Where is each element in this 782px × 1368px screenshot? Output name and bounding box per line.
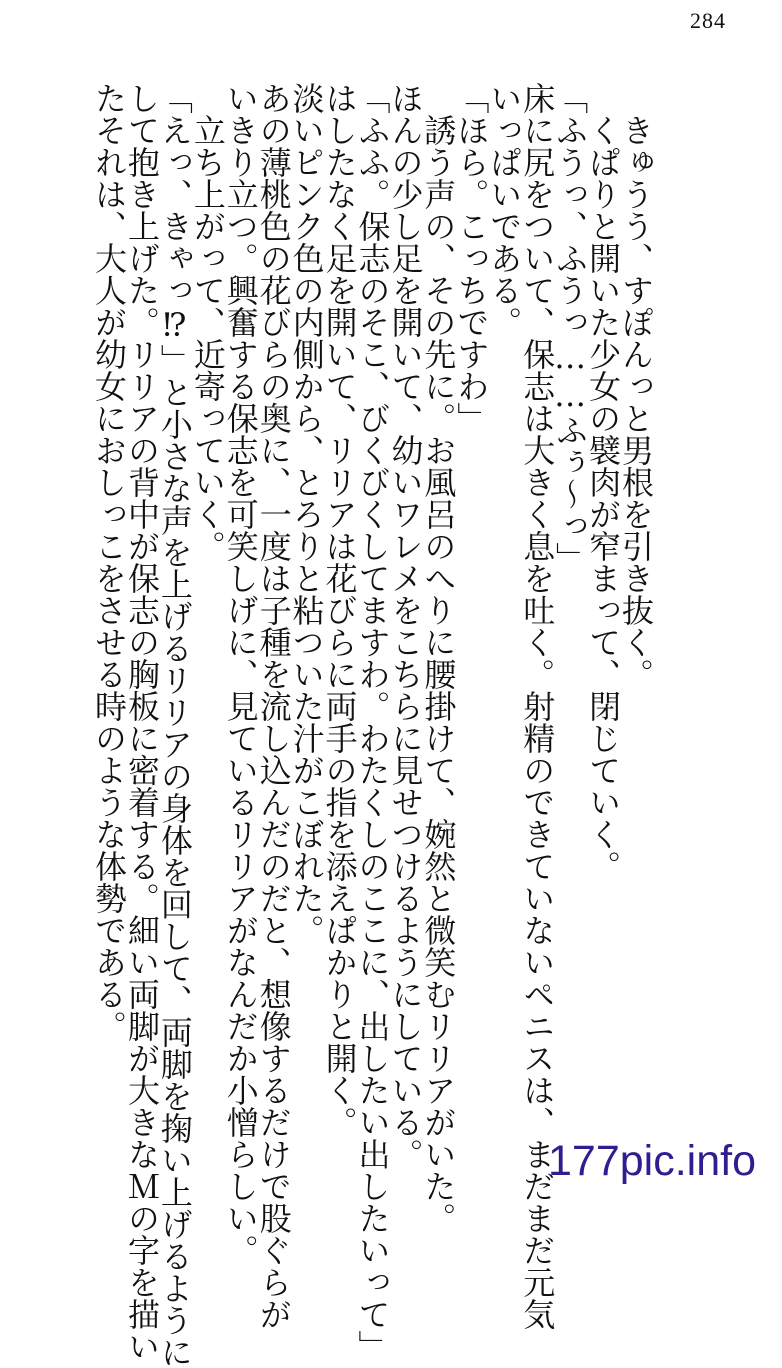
text-line-6: 「ほら。こっちですわ」 [452, 82, 491, 434]
text-line-17: たそれは、大人が幼女におしっこをさせる時のような体勢である。 [90, 82, 128, 1042]
text-line-8: ほんの少し足を開いて、幼いワレメをこちらに見せつけるようにしている。 [386, 82, 425, 1170]
text-line-3: 「ふうっ、ふうっ……ふぅ～っ」 [551, 82, 590, 574]
text-line-9: 「ふふ。保志のそこ、びくびくしてますわ。わたくしのここに、出したい出したいって」 [353, 82, 392, 1362]
text-line-15: 「えっ、きゃっ⁉」と小さな声を上げるリリアの身体を回して、両脚を掬い上げるように [155, 82, 194, 1368]
text-line-16: して抱き上げた。リリアの背中が保志の胸板に密着する。細い両脚が大きなＭの字を描い [122, 82, 161, 1362]
text-line-11: 淡いピンク色の内側から、とろりと粘ついた汁がこぼれた。 [287, 82, 326, 946]
text-line-10: はしたなく足を開いて、リリアは花びらに両手の指を添えぱかりと開く。 [320, 82, 359, 1138]
text-line-14: 立ち上がって、近寄っていく。 [188, 114, 227, 562]
text-line-7: 誘う声の、その先に。お風呂のへりに腰掛けて、婉然と微笑むリリアがいた。 [419, 114, 458, 1234]
text-line-5: いっぱいである。 [485, 82, 524, 338]
text-line-4: 床に尻をついて、保志は大きく息を吐く。射精のできていないペニスは、まだまだ元気 [518, 82, 557, 1330]
watermark: 177pic.info [548, 1137, 756, 1185]
page-number: 284 [690, 8, 726, 33]
text-line-13: いきり立つ。興奮する保志を可笑しげに、見ているリリアがなんだか小憎らしい。 [221, 82, 260, 1266]
text-line-12: あの薄桃色の花びらの奥に、一度は子種を流し込んだのだと、想像するだけで股ぐらが [254, 82, 293, 1330]
text-line-1: きゅうう、すぽんっと男根を引き抜く。 [617, 114, 655, 690]
text-line-2: くぱりと開いた少女の襞肉が窄まって、閉じていく。 [584, 114, 623, 882]
